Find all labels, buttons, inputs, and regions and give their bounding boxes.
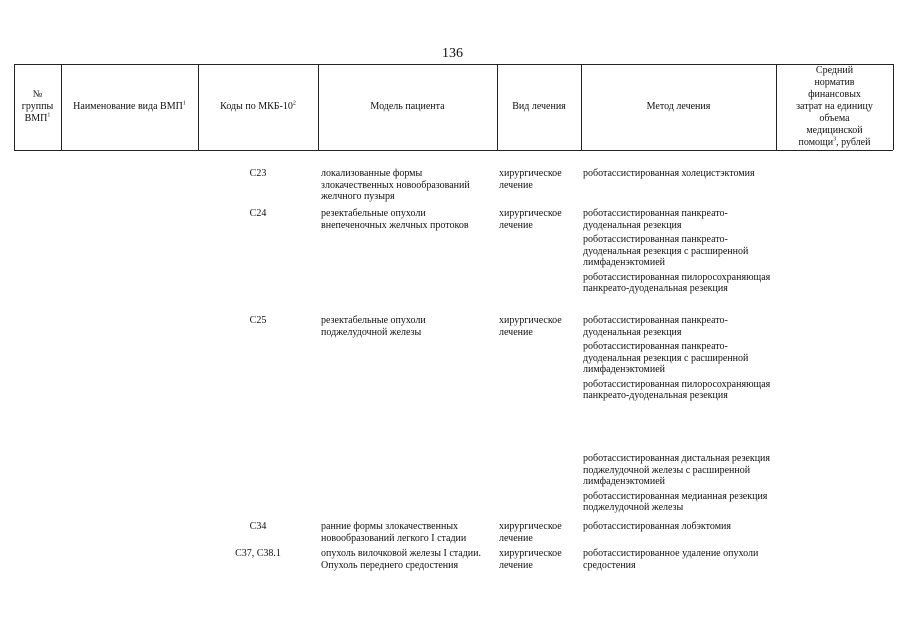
icd-code-cell: C37, C38.1 <box>235 548 281 559</box>
method-item: роботассистированная холецистэктомия <box>583 168 755 179</box>
page-number: 136 <box>442 46 463 61</box>
method-item: роботассистированная панкреато-дуоденальная резекция <box>583 208 728 231</box>
header-group-no: № группы ВМП$^1$ <box>21 89 54 124</box>
method-item: роботассистированная пилоросохраняющая панкреато-дуоденальная резекция <box>583 378 771 401</box>
method-item: роботассистированная лобэктомия <box>583 521 731 532</box>
method-item: роботассистированное удаление опухоли средостения <box>583 548 759 571</box>
patient-model-cell: резектабельные опухоли внепеченочных желчных протоков <box>321 208 469 231</box>
method-item: роботассистированная панкреато-дуоденальная резекция с расширенной лимфаденэктомией <box>583 234 749 268</box>
method-item: роботассистированная дистальная резекция поджелудочной железы с расширенной лимфаденэктомией <box>583 453 770 487</box>
treatment-method-cell <box>583 208 773 298</box>
header-icd-codes: Коды по МКБ-$10^2$ <box>220 100 296 112</box>
icd-code-cell: C25 <box>249 315 267 326</box>
treatment-type-cell: хирургическое лечение <box>499 315 562 338</box>
treatment-method-cell <box>583 168 773 183</box>
patient-model-cell: резектабельные опухоли поджелудочной железы <box>321 315 426 338</box>
method-item: роботассистированная панкреато-дуоденальная резекция <box>583 315 728 338</box>
treatment-method-cell <box>583 453 773 517</box>
table-header-bottom-border <box>14 150 893 151</box>
treatment-method-cell <box>583 521 773 536</box>
treatment-method-cell <box>583 548 773 574</box>
method-item: роботассистированная панкреато-дуоденальная резекция с расширенной лимфаденэктомией <box>583 341 749 375</box>
treatment-type-cell: хирургическое лечение <box>499 521 562 544</box>
header-patient-model: Модель пациента <box>370 101 445 112</box>
treatment-type-cell: хирургическое лечение <box>499 208 562 231</box>
treatment-type-cell: хирургическое лечение <box>499 548 562 571</box>
method-item: роботассистированная пилоросохраняющая панкреато-дуоденальная резекция <box>583 271 771 294</box>
icd-code-cell: C23 <box>249 168 267 179</box>
column-divider <box>893 64 894 150</box>
patient-model-cell: локализованные формы злокачественных новообразований желчного пузыря <box>321 168 470 202</box>
treatment-method-cell <box>583 315 773 405</box>
method-item: роботассистированная медианная резекция поджелудочной железы <box>583 490 768 513</box>
header-treatment-method: Метод лечения <box>646 101 711 112</box>
patient-model-cell: ранние формы злокачественных новообразований легкого I стадии <box>321 521 467 544</box>
header-treatment-type: Вид лечения <box>512 101 566 112</box>
header-average-cost: Средний норматив финансовых затрат на единицу объема медицинской помощи$^3$, рублей <box>796 65 873 148</box>
icd-code-cell: C24 <box>249 208 267 219</box>
icd-code-cell: C34 <box>249 521 267 532</box>
patient-model-cell: опухоль вилочковой железы I стадии. Опухоль переднего средостения <box>321 548 482 571</box>
treatment-type-cell: хирургическое лечение <box>499 168 562 191</box>
header-vmp-name: Наименование вида ВМП$^1$ <box>73 100 186 112</box>
